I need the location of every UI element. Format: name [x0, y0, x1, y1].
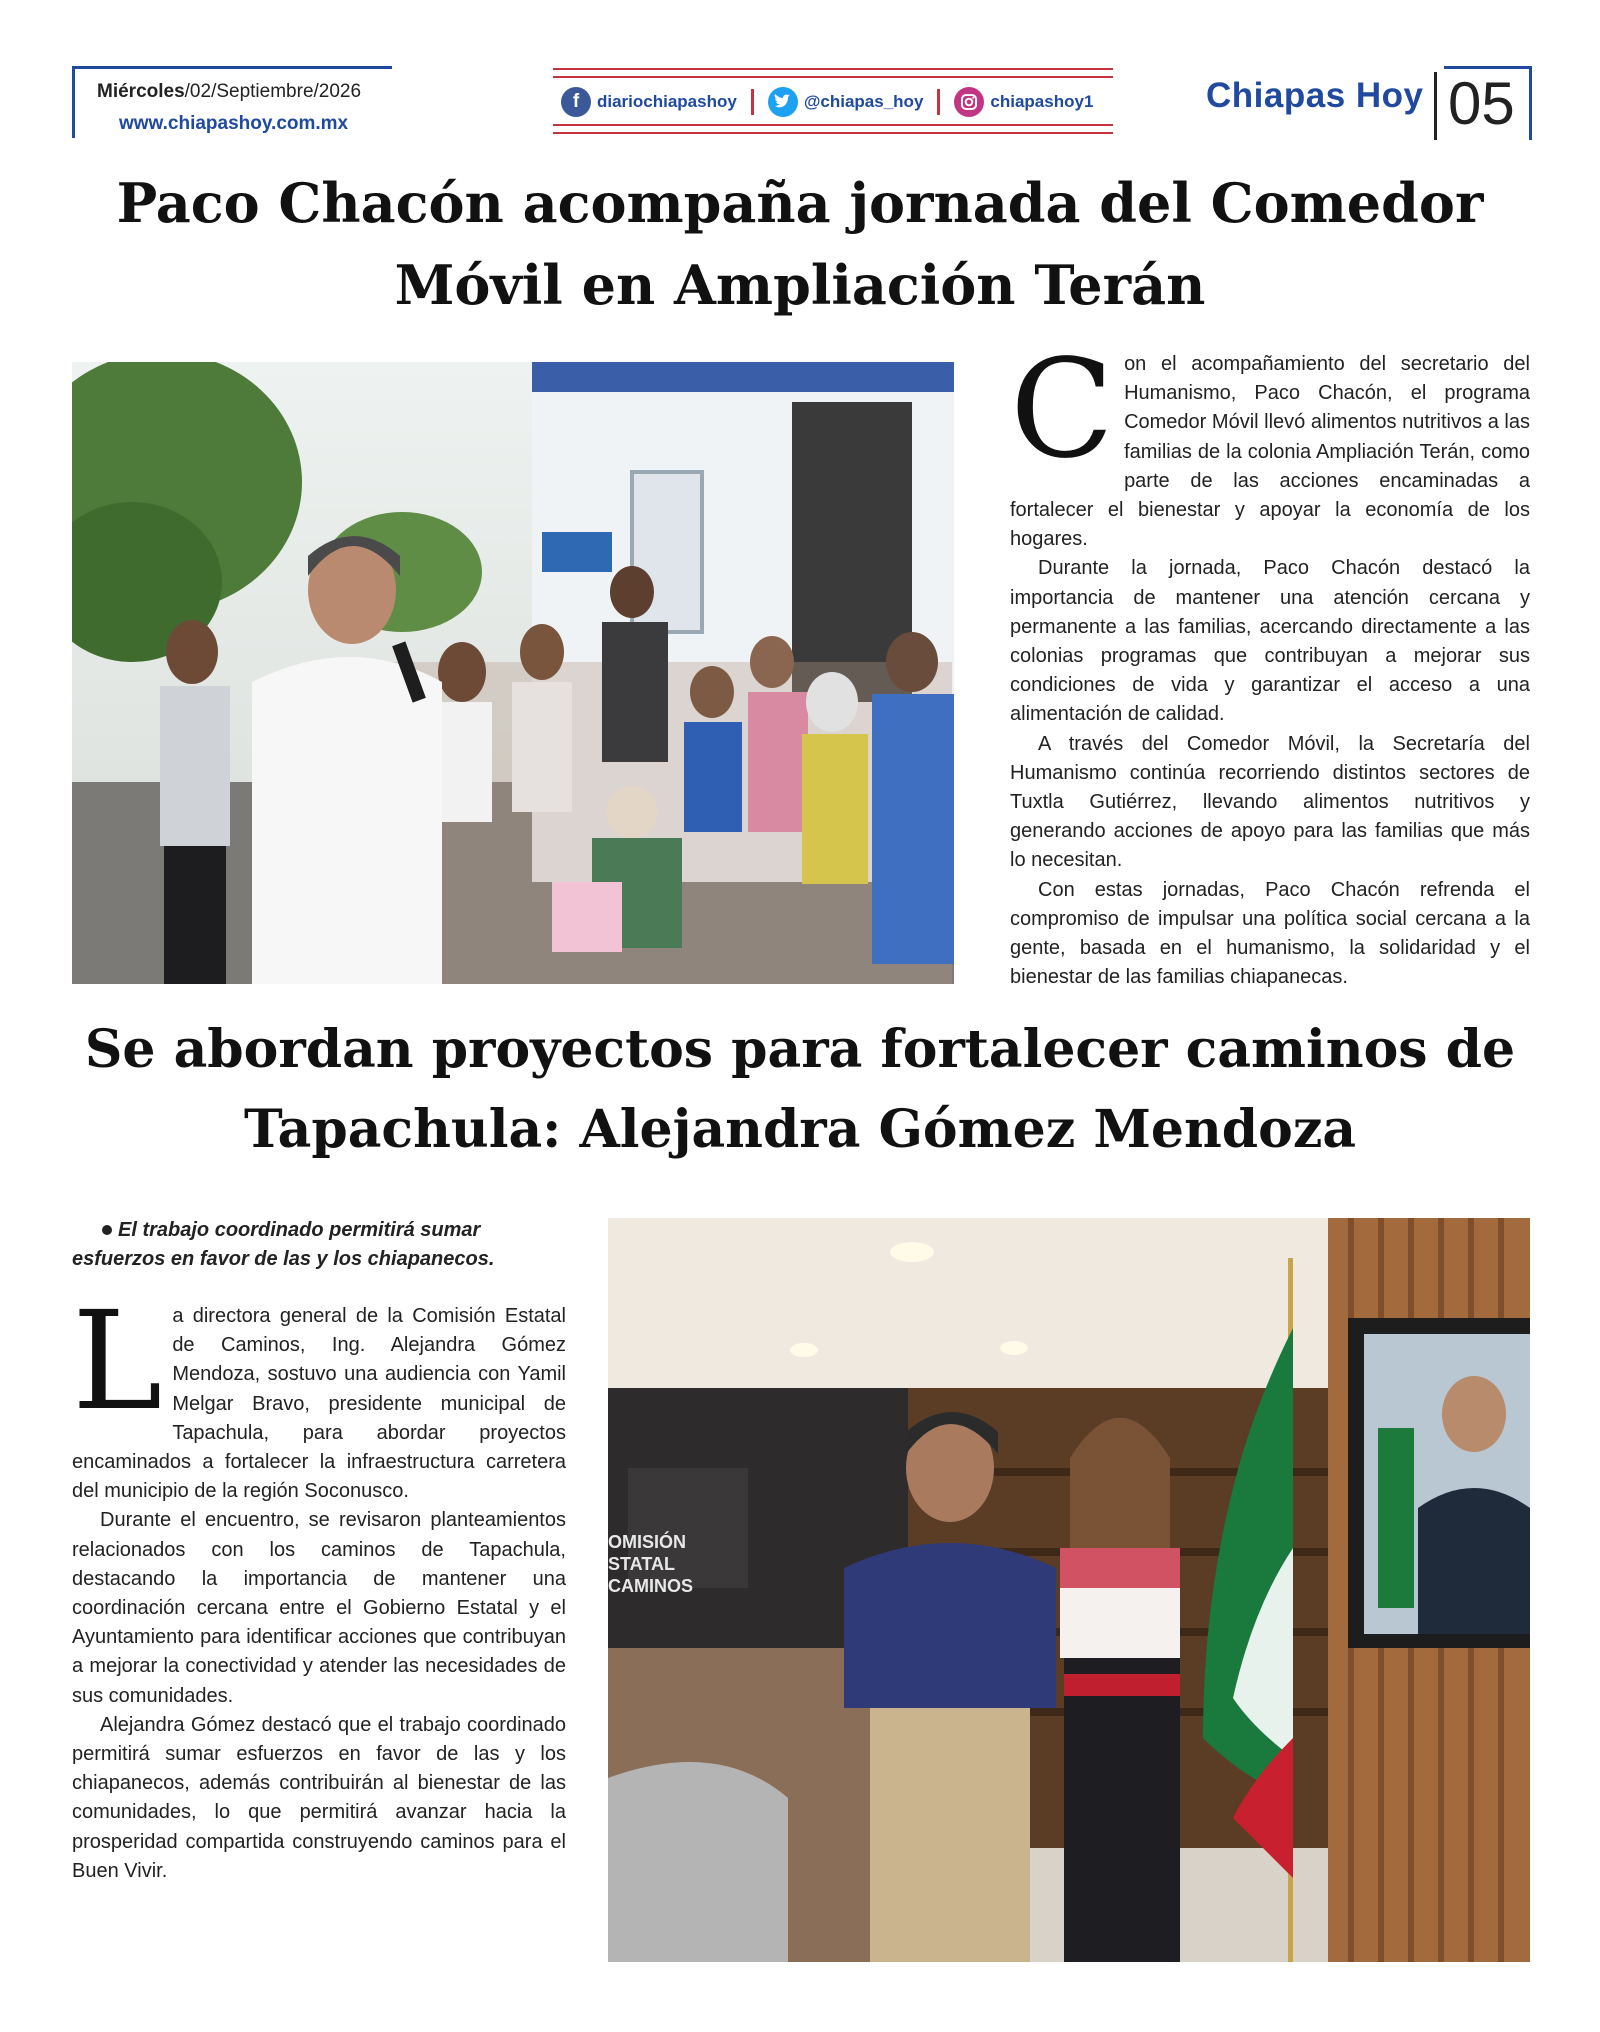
article1-dropcap: C: [1010, 331, 1115, 489]
article1-headline: Paco Chacón acompaña jornada del Comedor Móvil en Ampliación Terán: [116, 171, 1484, 317]
page-divider: [1434, 72, 1437, 140]
separator: [751, 89, 754, 115]
facebook-handle: diariochiapashoy: [597, 92, 737, 111]
separator: [937, 89, 940, 115]
top-rule: [553, 68, 1113, 70]
instagram-handle: chiapashoy1: [990, 92, 1094, 111]
sign-text: OMISIÓN: [608, 1532, 687, 1552]
newspaper-brand[interactable]: Chiapas Hoy: [1206, 76, 1424, 115]
facebook-icon: f: [561, 87, 591, 117]
article1-body: Con el acompañamiento del secretario del Humanismo, Paco Chacón, el programa Comedor Móvil llevó alimentos nutritivos a las familias de la colonia Ampliación Terán, como parte de las acciones encaminadas a fortalecer el bienestar y apoyar la economía de los hogares. Durante la jornada, Paco Chacón destacó la importancia de mantener una atención cercana y permanente a las familias, acercando directamente a las colonias programas que contribuyan a mejorar sus condiciones de vida y garantizar el acceso a una alimentación de calidad. A través del Comedor Móvil, la Secretaría del Humanismo continúa recorriendo distintos sectores de Tuxtla Gutiérrez, llevando alimentos nutritivos y generando acciones de apoyo para las familias que más lo necesitan. Con estas jornadas, Paco Chacón refrenda el compromiso de impulsar una política social cercana a la gente, basada en el humanismo, la solidaridad y el bienestar de las familias chiapanecas.: [1010, 350, 1530, 992]
issue-date: Miércoles/02/Septiembre/2026: [97, 81, 362, 102]
website-url[interactable]: www.chiapashoy.com.mx: [119, 113, 349, 134]
top-rule-inner: [553, 76, 1113, 78]
article2-summary: El trabajo coordinado permitirá sumar esfuerzos en favor de las y los chiapanecos.: [72, 1219, 495, 1270]
article2-dropcap: L: [72, 1283, 163, 1441]
instagram-icon: [954, 87, 984, 117]
twitter-icon: [768, 87, 798, 117]
header-date-box: [72, 66, 392, 138]
sign-text: CAMINOS: [608, 1576, 693, 1596]
article2-paragraph: Alejandra Gómez destacó que el trabajo coordinado permitirá sumar esfuerzos en favor de las y los chiapanecos, además contribuirán al bienestar de las comunidades, lo que permitirá avanzar hacia la prosperidad compartida construyendo caminos para el Buen Vivir.: [72, 1713, 566, 1882]
bottom-rule-inner: [553, 124, 1113, 126]
page-number: 05: [1448, 70, 1515, 137]
article1-paragraph: Con estas jornadas, Paco Chacón refrenda el compromiso de impulsar una política social cercana a la gente, basada en el humanismo, la solidaridad y el bienestar de las familias chiapanecas.: [1010, 878, 1530, 989]
article2-body: La directora general de la Comisión Estatal de Caminos, Ing. Alejandra Gómez Mendoza, sostuvo una audiencia con Yamil Melgar Bravo, presidente municipal de Tapachula, para abordar proyectos encaminados a fortalecer la infraestructura carretera del municipio de la región Soconusco. Durante el encuentro, se revisaron planteamientos relacionados con los caminos de Tapachula, destacando la importancia de mantener una coordinación cercana entre el Gobierno Estatal y el Ayuntamiento para identificar acciones que contribuyan a mejorar la conectividad y atender las necesidades de sus comunidades. Alejandra Gómez destacó que el trabajo coordinado permitirá sumar esfuerzos en favor de las y los chiapanecos, además contribuirán al bienestar de las comunidades, lo que permitirá avanzar hacia la prosperidad compartida construyendo caminos para el Buen Vivir.: [72, 1302, 566, 1886]
twitter-handle: @chiapas_hoy: [803, 92, 924, 111]
article1-paragraph: A través del Comedor Móvil, la Secretaría del Humanismo continúa recorriendo distintos sectores de Tuxtla Gutiérrez, llevando alimentos nutritivos y generando acciones de apoyo para las familias que más lo necesitan.: [1010, 732, 1530, 872]
article2-photo: [608, 1218, 1530, 1962]
social-media-bar: [553, 66, 1113, 136]
bottom-rule: [553, 132, 1113, 134]
article2-headline: Se abordan proyectos para fortalecer caminos de Tapachula: Alejandra Gómez Mendoza: [84, 1019, 1516, 1160]
facebook-link[interactable]: [561, 87, 737, 117]
article1-photo: [72, 362, 954, 984]
twitter-link[interactable]: [768, 87, 924, 117]
instagram-link[interactable]: [954, 87, 1093, 117]
article1-paragraph: Durante la jornada, Paco Chacón destacó la importancia de mantener una atención cercana y permanente a las familias, acercando directamente a las colonias programas que contribuyan a mejorar sus condiciones de vida y garantizar el acceso a una alimentación de calidad.: [1010, 557, 1530, 726]
article2-paragraph: Durante el encuentro, se revisaron planteamientos relacionados con los caminos de Tapachula, destacando la importancia de mantener una coordinación cercana entre el Gobierno Estatal y el Ayuntamiento para identificar acciones que contribuyan a mejorar la conectividad y atender las necesidades de sus comunidades.: [72, 1509, 566, 1707]
sign-text: STATAL: [608, 1554, 675, 1574]
bullet-icon: [102, 1225, 112, 1235]
